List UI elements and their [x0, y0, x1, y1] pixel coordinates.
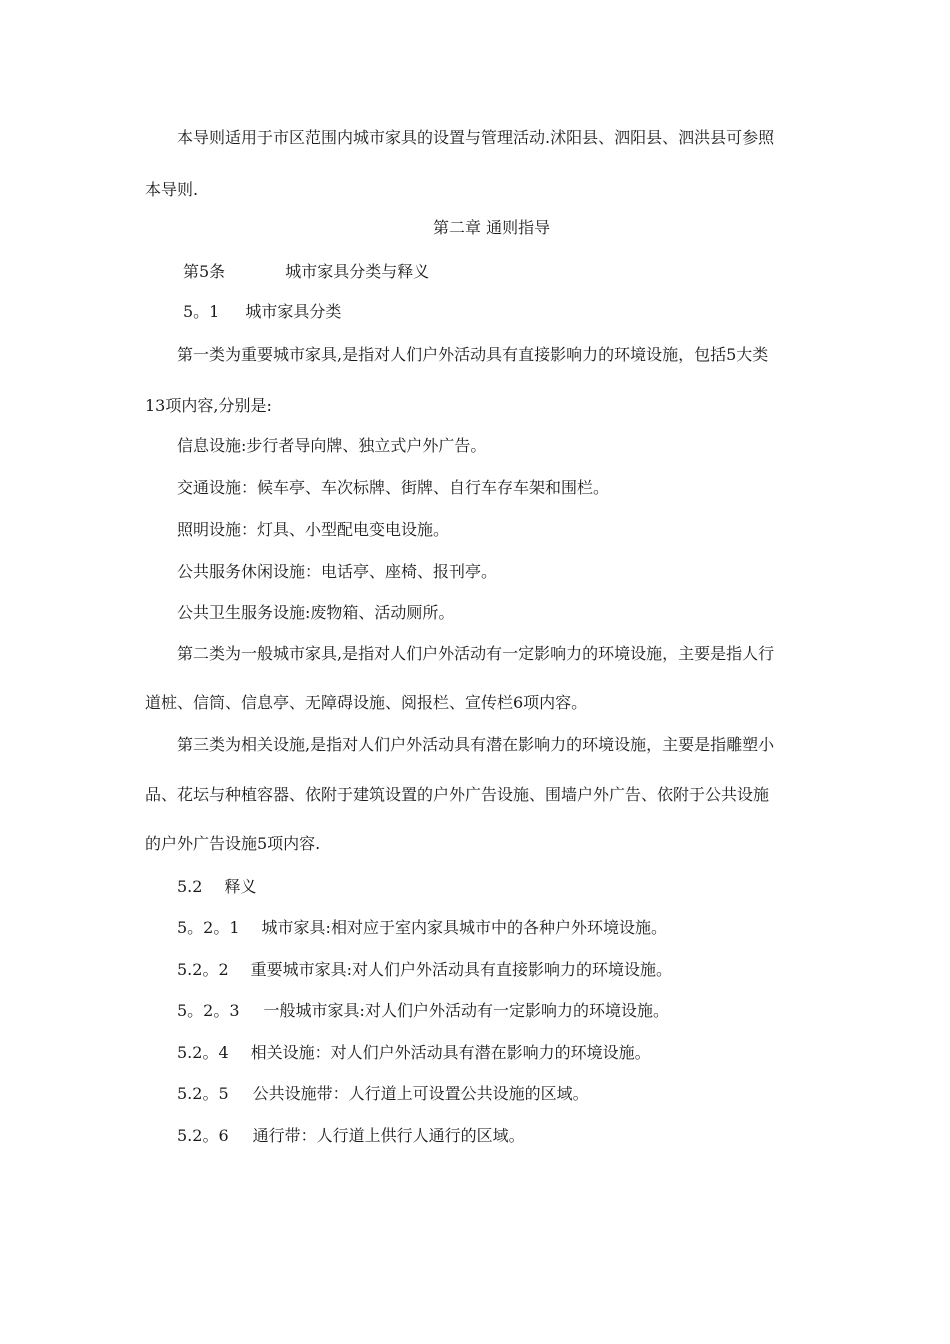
list-item: 交通设施：候车亭、车次标牌、街牌、自行车存车架和围栏。 — [177, 478, 610, 497]
definition-number: 5.2。4 — [177, 1043, 229, 1062]
article-number: 第5条 — [183, 262, 226, 281]
definition-number: 5。2。3 — [177, 1001, 240, 1020]
section-5-2-heading — [177, 877, 256, 897]
definition-row — [177, 960, 672, 980]
category-1-line-2: 13项内容,分别是: — [145, 396, 272, 415]
definition-row — [177, 918, 667, 938]
section-5-1-heading — [183, 302, 341, 322]
section-title: 释义 — [224, 877, 257, 896]
definition-row — [177, 1001, 669, 1021]
definition-text: 相关设施：对人们户外活动具有潜在影响力的环境设施。 — [250, 1043, 651, 1062]
category-3-line-3: 的户外广告设施5项内容. — [145, 834, 321, 853]
definition-text: 重要城市家具:对人们户外活动具有直接影响力的环境设施。 — [250, 960, 673, 979]
list-item: 公共卫生服务设施:废物箱、活动厕所。 — [177, 603, 455, 622]
definition-row — [177, 1126, 525, 1146]
definition-text: 城市家具:相对应于室内家具城市中的各种户外环境设施。 — [261, 918, 667, 937]
definition-row — [177, 1084, 589, 1104]
section-number: 5.2 — [177, 877, 203, 896]
definition-text: 公共设施带：人行道上可设置公共设施的区域。 — [252, 1084, 589, 1103]
definition-number: 5。2。1 — [177, 918, 240, 937]
list-item: 公共服务休闲设施：电话亭、座椅、报刊亭。 — [177, 562, 498, 581]
definition-text: 一般城市家具:对人们户外活动有一定影响力的环境设施。 — [263, 1001, 669, 1020]
category-3-line-1: 第三类为相关设施,是指对人们户外活动具有潜在影响力的环境设施，主要是指雕塑小 — [177, 735, 775, 754]
definition-number: 5.2。2 — [177, 960, 229, 979]
category-1-line-1: 第一类为重要城市家具,是指对人们户外活动具有直接影响力的环境设施，包括5大类 — [177, 345, 769, 364]
list-item: 照明设施：灯具、小型配电变电设施。 — [177, 520, 450, 539]
definition-row — [177, 1043, 651, 1063]
section-number: 5。1 — [183, 302, 220, 321]
definition-text: 通行带：人行道上供行人通行的区域。 — [252, 1126, 525, 1145]
category-2-line-1: 第二类为一般城市家具,是指对人们户外活动有一定影响力的环境设施，主要是指人行 — [177, 644, 775, 663]
category-2-line-2: 道桩、信筒、信息亭、无障碍设施、阅报栏、宣传栏6项内容。 — [145, 693, 588, 712]
definition-number: 5.2。6 — [177, 1126, 229, 1145]
article-heading — [183, 262, 429, 282]
definition-number: 5.2。5 — [177, 1084, 229, 1103]
category-3-line-2: 品、花坛与种植容器、依附于建筑设置的户外广告设施、围墙户外广告、依附于公共设施 — [145, 785, 770, 804]
chapter-title: 第二章 通则指导 — [433, 218, 551, 237]
list-item: 信息设施:步行者导向牌、独立式户外广告。 — [177, 436, 487, 455]
intro-paragraph-line-2: 本导则. — [145, 180, 199, 199]
intro-paragraph-line-1: 本导则适用于市区范围内城市家具的设置与管理活动.沭阳县、泗阳县、泗洪县可参照 — [177, 128, 775, 147]
article-title: 城市家具分类与释义 — [285, 262, 430, 281]
section-title: 城市家具分类 — [245, 302, 342, 321]
